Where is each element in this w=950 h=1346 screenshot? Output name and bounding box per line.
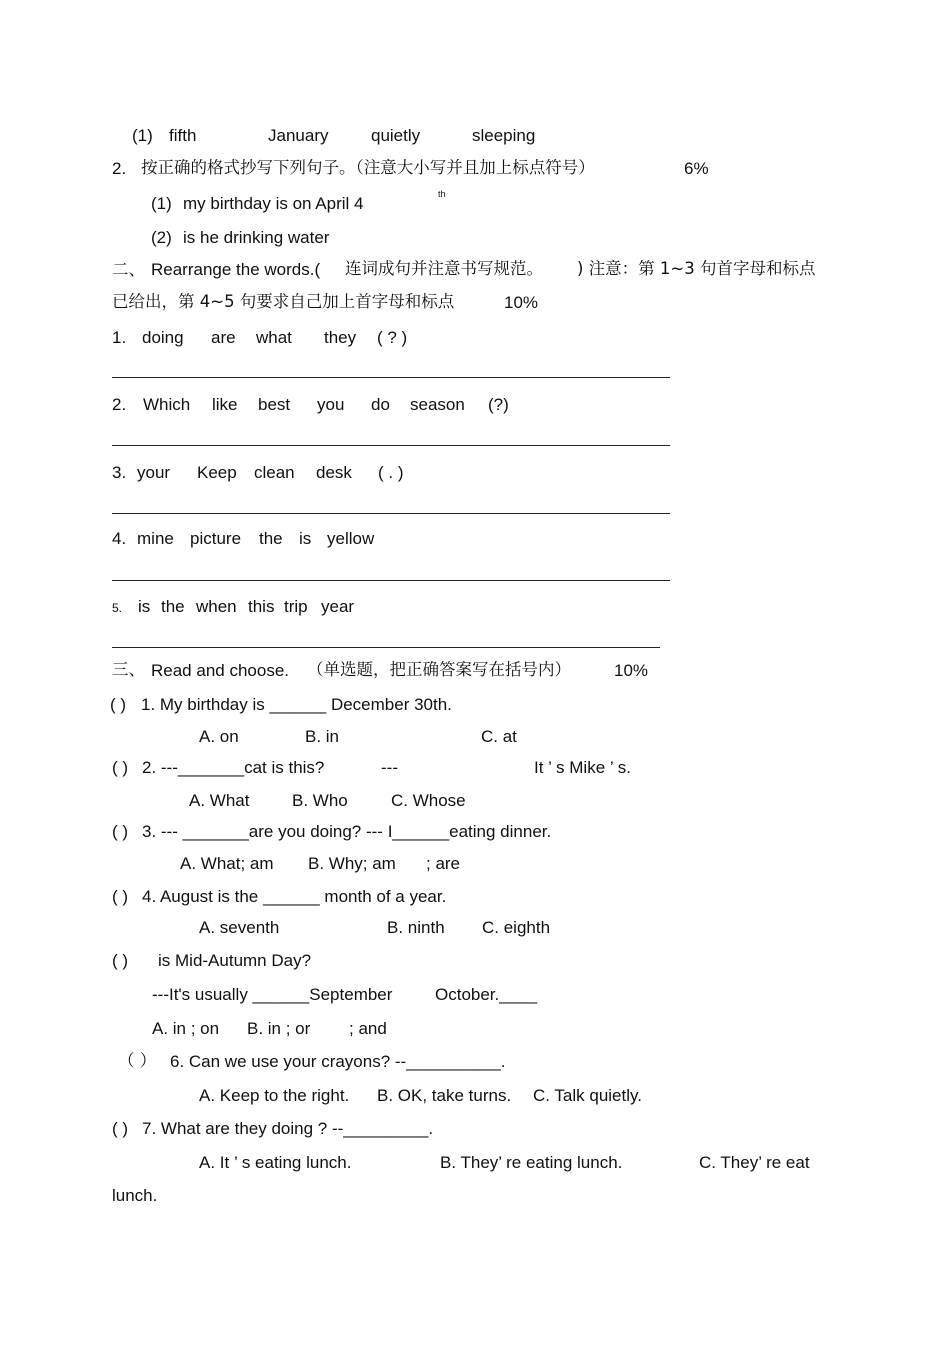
question-stem: ---: [381, 758, 398, 777]
option-b: B. OK, take turns.: [377, 1086, 512, 1105]
word: is: [299, 529, 312, 548]
item-number: (1): [151, 194, 172, 213]
option-a: A. on: [199, 727, 239, 746]
option-a: A. Keep to the right.: [199, 1086, 350, 1105]
word: season: [410, 395, 465, 414]
option-c: C. eighth: [482, 918, 551, 937]
question-stem: 1. My birthday is ______ December 30th.: [141, 695, 452, 714]
option-a: A. seventh: [199, 918, 280, 937]
word: what: [256, 328, 292, 347]
question-instruction: 按正确的格式抄写下列句子。（注意大小写并且加上标点符号）: [141, 158, 595, 177]
item-number: (1): [132, 126, 153, 145]
answer-parenthesis[interactable]: ( ): [112, 1119, 129, 1138]
option-c: C. at: [481, 727, 517, 746]
punctuation-hint: ( ? ): [377, 328, 408, 347]
score: 10%: [614, 661, 649, 680]
word: picture: [190, 529, 242, 548]
word: sleeping: [472, 126, 536, 145]
word: are: [211, 328, 236, 347]
section-instruction: ) 注意：第 1~3 句首字母和标点: [577, 259, 816, 278]
word: do: [371, 395, 390, 414]
answer-parenthesis[interactable]: ( ): [112, 887, 129, 906]
sentence: my birthday is on April 4: [183, 194, 364, 213]
word: desk: [316, 463, 352, 482]
section-instruction: 连词成句并注意书写规范。: [345, 259, 543, 278]
word: mine: [137, 529, 174, 548]
item-number: 1.: [112, 328, 127, 347]
option-a: A. What; am: [180, 854, 274, 873]
option-c: ; are: [426, 854, 461, 873]
option-c: C. They’ re eat: [699, 1153, 810, 1172]
item-number: 4.: [112, 529, 127, 548]
section-instruction: （单选题，把正确答案写在括号内）: [307, 660, 571, 679]
option-a: A. in ; on: [152, 1019, 220, 1038]
word: like: [212, 395, 238, 414]
option-c: ; and: [349, 1019, 387, 1038]
option-b: B. Why; am: [308, 854, 396, 873]
answer-line[interactable]: [112, 580, 670, 581]
option-c: C. Talk quietly.: [533, 1086, 642, 1105]
option-b: B. Who: [292, 791, 348, 810]
answer-line[interactable]: [112, 647, 660, 648]
question-number: 2.: [112, 159, 127, 178]
answer-line[interactable]: [112, 445, 670, 446]
word: January: [268, 126, 329, 145]
word: this: [248, 597, 275, 616]
punctuation-hint: (?): [488, 395, 509, 414]
answer-line[interactable]: [112, 513, 670, 514]
punctuation-hint: ( . ): [378, 463, 404, 482]
answer-line[interactable]: [112, 377, 670, 378]
option-b: B. ninth: [387, 918, 445, 937]
option-b: B. in: [305, 727, 340, 746]
section-label: 二、: [112, 260, 145, 279]
question-stem: It ’ s Mike ’ s.: [534, 758, 631, 777]
answer-parenthesis[interactable]: ( ): [112, 822, 129, 841]
question-stem: 7. What are they doing ? --_________.: [142, 1119, 434, 1138]
item-number: 5.: [112, 601, 123, 615]
sentence: is he drinking water: [183, 228, 330, 247]
option-c-continued: lunch.: [112, 1186, 158, 1205]
word: quietly: [371, 126, 421, 145]
answer-parenthesis[interactable]: （ ）: [118, 1051, 157, 1070]
superscript: th: [438, 189, 446, 199]
option-a: A. It ’ s eating lunch.: [199, 1153, 352, 1172]
word: year: [321, 597, 355, 616]
word: is: [138, 597, 151, 616]
answer-parenthesis[interactable]: ( ): [112, 951, 129, 970]
word: trip: [284, 597, 308, 616]
word: you: [317, 395, 345, 414]
question-stem: 3. --- _______are you doing? --- I______eating dinner.: [142, 822, 552, 841]
question-stem: October.____: [435, 985, 538, 1004]
word: Which: [143, 395, 191, 414]
word: the: [161, 597, 185, 616]
option-a: A. What: [189, 791, 250, 810]
word: they: [324, 328, 357, 347]
word: Keep: [197, 463, 237, 482]
section-title: Rearrange the words.(: [151, 260, 321, 279]
option-b: B. in ; or: [247, 1019, 311, 1038]
word: best: [258, 395, 291, 414]
item-number: 2.: [112, 395, 127, 414]
section-instruction: 已给出，第 4~5 句要求自己加上首字母和标点: [112, 292, 455, 311]
word: doing: [142, 328, 184, 347]
section-label: 三、: [112, 660, 145, 679]
question-stem: 6. Can we use your crayons? --__________.: [170, 1052, 506, 1071]
word: clean: [254, 463, 295, 482]
word: fifth: [169, 126, 197, 145]
word: yellow: [327, 529, 375, 548]
word: the: [259, 529, 283, 548]
answer-parenthesis[interactable]: ( ): [110, 695, 127, 714]
item-number: (2): [151, 228, 172, 247]
item-number: 3.: [112, 463, 127, 482]
question-stem: ---It's usually ______September: [152, 985, 393, 1004]
question-stem: is Mid-Autumn Day?: [158, 951, 312, 970]
option-c: C. Whose: [391, 791, 466, 810]
question-stem: 2. ---_______cat is this?: [142, 758, 325, 777]
word: your: [137, 463, 171, 482]
word: when: [196, 597, 237, 616]
option-b: B. They’ re eating lunch.: [440, 1153, 623, 1172]
section-title: Read and choose.: [151, 661, 289, 680]
question-stem: 4. August is the ______ month of a year.: [142, 887, 447, 906]
score: 10%: [504, 293, 539, 312]
score: 6%: [684, 159, 709, 178]
answer-parenthesis[interactable]: ( ): [112, 758, 129, 777]
